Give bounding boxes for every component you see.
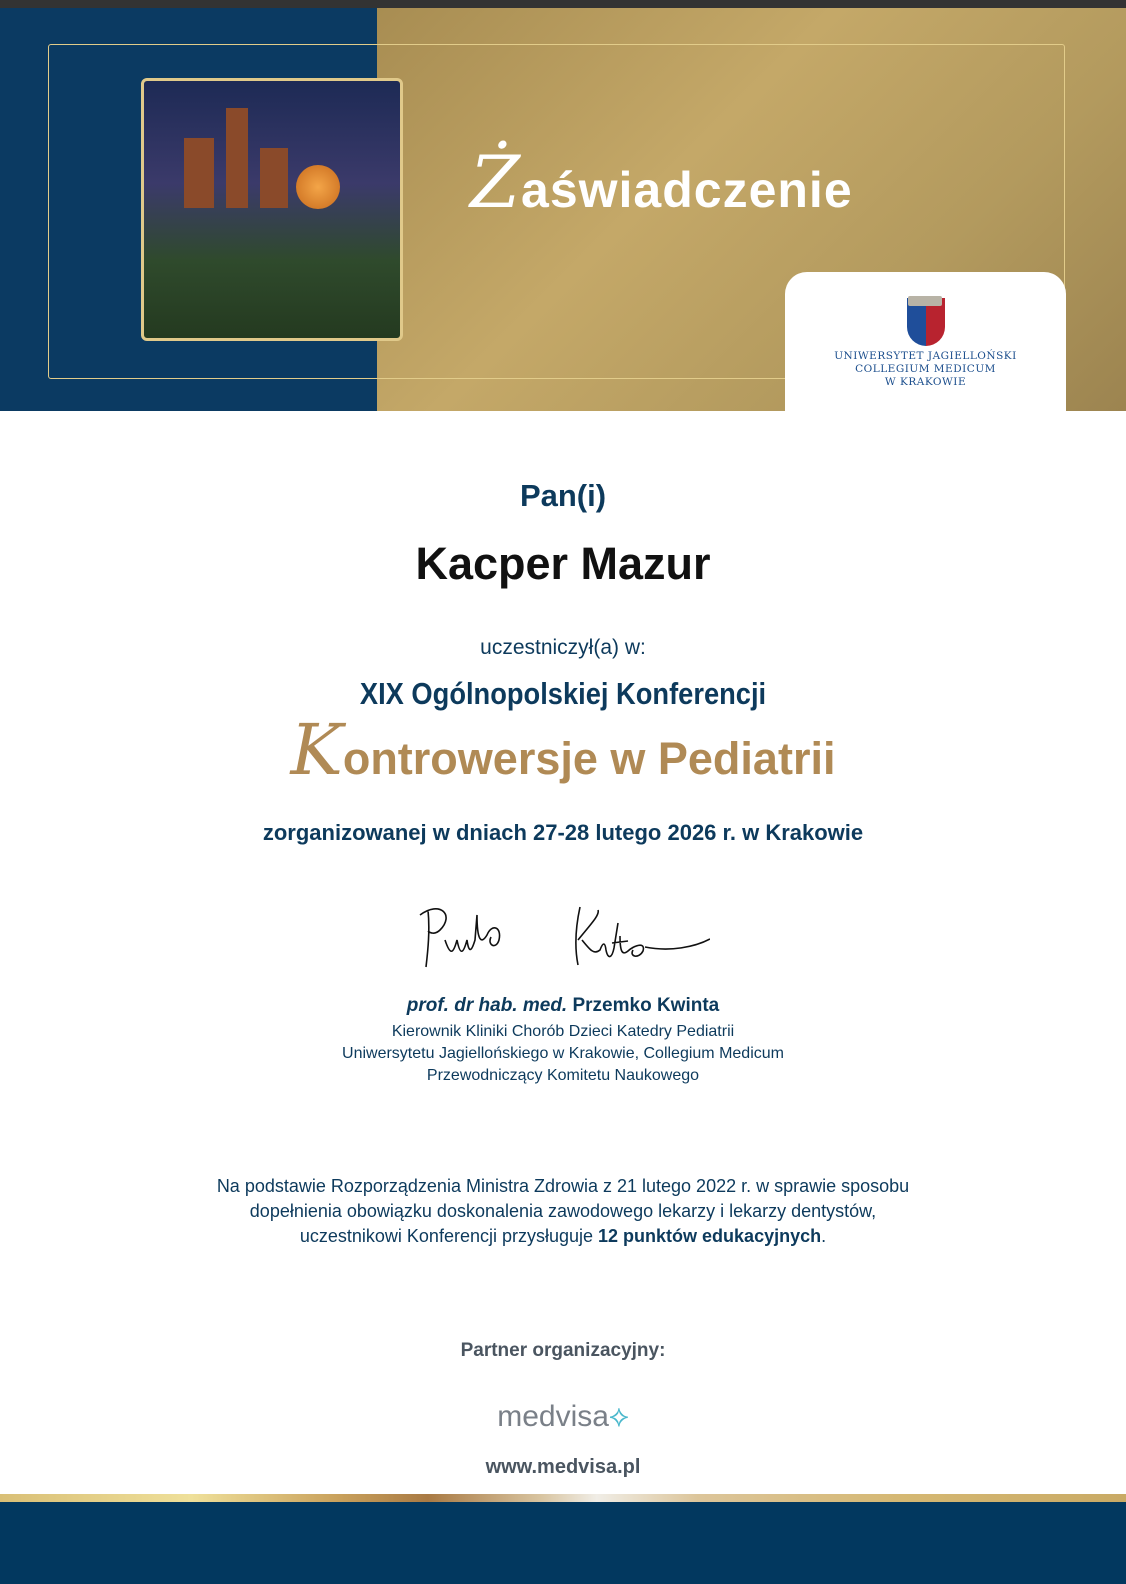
krakow-photo: [141, 78, 403, 341]
legal-notice: Na podstawie Rozporządzenia Ministra Zdrowia z 21 lutego 2022 r. w sprawie sposobu dopełnienia obowiązku doskonalenia zawodowego lekarzy i lekarzy dentystów, uczestnikowi Konferencji przysługuje 12 punktów edukacyjnych.: [216, 1176, 910, 1246]
hummingbird-icon: ⟡: [608, 1400, 629, 1433]
moon: [296, 165, 340, 209]
crown-icon: [908, 296, 942, 306]
tower: [184, 138, 214, 208]
tower: [260, 148, 288, 208]
conference-name: XIX Ogólnopolskiej Konferencji: [359, 676, 767, 711]
conference-title: Kontrowersje w Pediatrii: [290, 709, 836, 791]
medvisa-logo: medvisa⟡: [497, 1400, 629, 1433]
university-logo: [785, 272, 1066, 411]
signature: [410, 895, 710, 975]
recipient-name: Kacper Mazur: [415, 538, 711, 589]
partner-label: Partner organizacyjny:: [460, 1340, 666, 1361]
signatory-titles: Kierownik Kliniki Chorób Dzieci Katedry Pediatrii Uniwersytetu Jagiellońskiego w Krakowie, Collegium Medicum Przewodniczący Komitetu Naukowego: [342, 1023, 784, 1084]
university-name: UNIWERSYTET JAGIELLOŃSKI COLLEGIUM MEDICUM W KRAKOWIE: [834, 350, 1017, 388]
conference-dates: zorganizowanej w dniach 27-28 lutego 2026 r. w Krakowie: [262, 820, 864, 845]
partner-url[interactable]: www.medvisa.pl: [485, 1456, 641, 1478]
gold-stripe: [0, 1494, 1126, 1502]
participated-text: uczestniczył(a) w:: [480, 636, 646, 659]
salutation: Pan(i): [519, 478, 607, 513]
certificate-title: Żaświadczenie: [470, 140, 853, 224]
footer-bar: [0, 1502, 1126, 1584]
top-bar: [0, 0, 1126, 8]
signatory-name: prof. dr hab. med. Przemko Kwinta: [406, 995, 720, 1016]
tower: [226, 108, 248, 208]
